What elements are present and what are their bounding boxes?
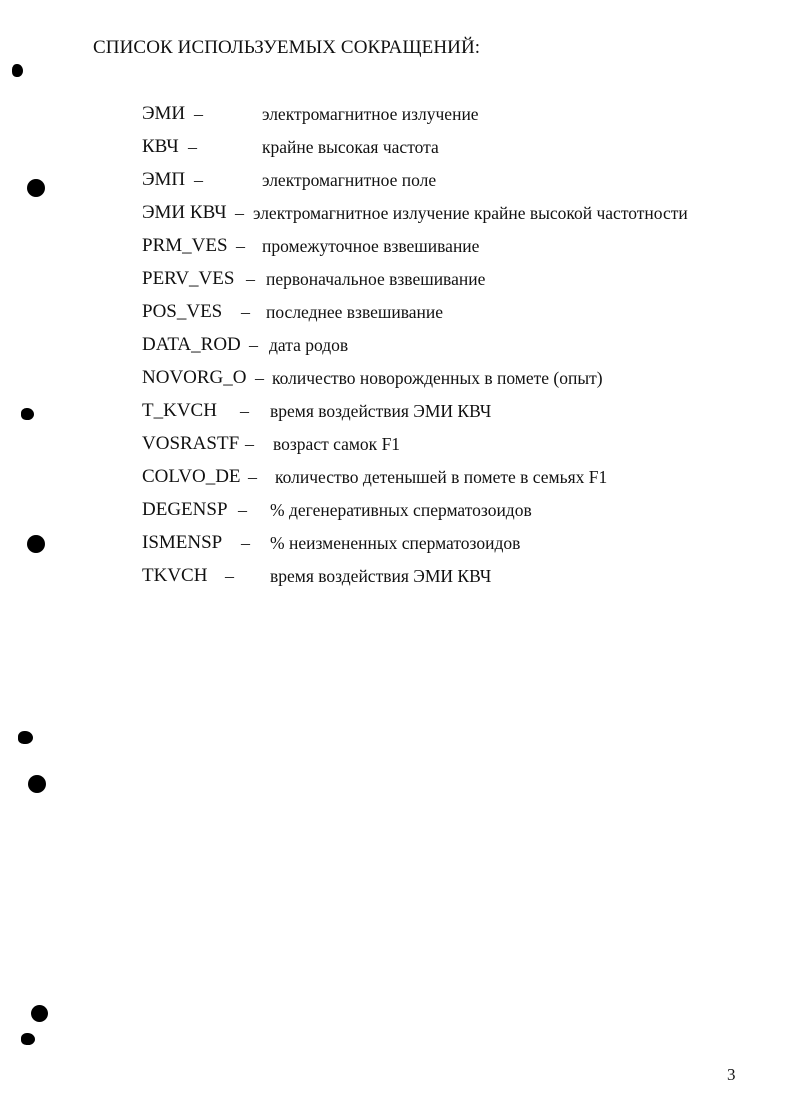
dash: – — [248, 467, 257, 487]
dash: – — [235, 203, 244, 223]
definition: электромагнитное излучение — [262, 104, 479, 124]
definition: время воздействия ЭМИ КВЧ — [270, 401, 492, 421]
abbreviation: КВЧ — [142, 136, 179, 157]
abbreviation: POS_VES — [142, 301, 223, 322]
abbreviation: PERV_VES — [142, 268, 235, 289]
page-number: 3 — [727, 1065, 736, 1084]
definition: промежуточное взвешивание — [262, 236, 480, 256]
abbreviation: VOSRASTF — [142, 433, 240, 454]
definition: электромагнитное поле — [262, 170, 437, 190]
punch-hole-mark — [21, 408, 34, 420]
dash: – — [194, 104, 203, 124]
punch-hole-mark — [31, 1005, 48, 1022]
definition: дата родов — [269, 335, 349, 355]
abbreviation: DATA_ROD — [142, 334, 241, 355]
dash: – — [194, 170, 203, 190]
dash: – — [241, 533, 250, 553]
abbreviation: DEGENSP — [142, 499, 228, 520]
abbreviation: T_KVCH — [142, 400, 217, 421]
dash: – — [246, 269, 255, 289]
abbreviation: ЭМИ КВЧ — [142, 202, 227, 223]
punch-hole-mark — [18, 731, 33, 744]
punch-hole-mark — [28, 775, 46, 793]
definition: время воздействия ЭМИ КВЧ — [270, 566, 492, 586]
abbreviation: ISMENSP — [142, 532, 223, 553]
punch-hole-mark — [21, 1033, 35, 1045]
dash: – — [240, 401, 249, 421]
definition: первоначальное взвешивание — [266, 269, 486, 289]
dash: – — [238, 500, 247, 520]
definition: количество детенышей в помете в семьях F1 — [275, 467, 608, 487]
dash: – — [241, 302, 250, 322]
definition: % неизмененных сперматозоидов — [270, 533, 521, 553]
abbreviation: PRM_VES — [142, 235, 228, 256]
abbreviation: ЭМП — [142, 169, 186, 190]
dash: – — [236, 236, 245, 256]
punch-hole-mark — [27, 179, 45, 197]
definition: крайне высокая частота — [262, 137, 439, 157]
abbreviation: NOVORG_O — [142, 367, 247, 388]
dash: – — [245, 434, 254, 454]
definition: количество новорожденных в помете (опыт) — [272, 368, 603, 388]
definition: % дегенеративных сперматозоидов — [270, 500, 532, 520]
punch-hole-mark — [27, 535, 45, 553]
dash: – — [255, 368, 264, 388]
page-title: СПИСОК ИСПОЛЬЗУЕМЫХ СОКРАЩЕНИЙ: — [93, 37, 481, 58]
dash: – — [249, 335, 258, 355]
definition: возраст самок F1 — [273, 434, 401, 454]
abbreviation: ЭМИ — [142, 103, 186, 124]
punch-hole-mark — [12, 64, 23, 77]
definition: последнее взвешивание — [266, 302, 444, 322]
abbreviation: COLVO_DE — [142, 466, 241, 487]
dash: – — [225, 566, 234, 586]
dash: – — [188, 137, 197, 157]
abbreviation: TKVCH — [142, 565, 208, 586]
definition: электромагнитное излучение крайне высокой частотности — [253, 203, 688, 223]
